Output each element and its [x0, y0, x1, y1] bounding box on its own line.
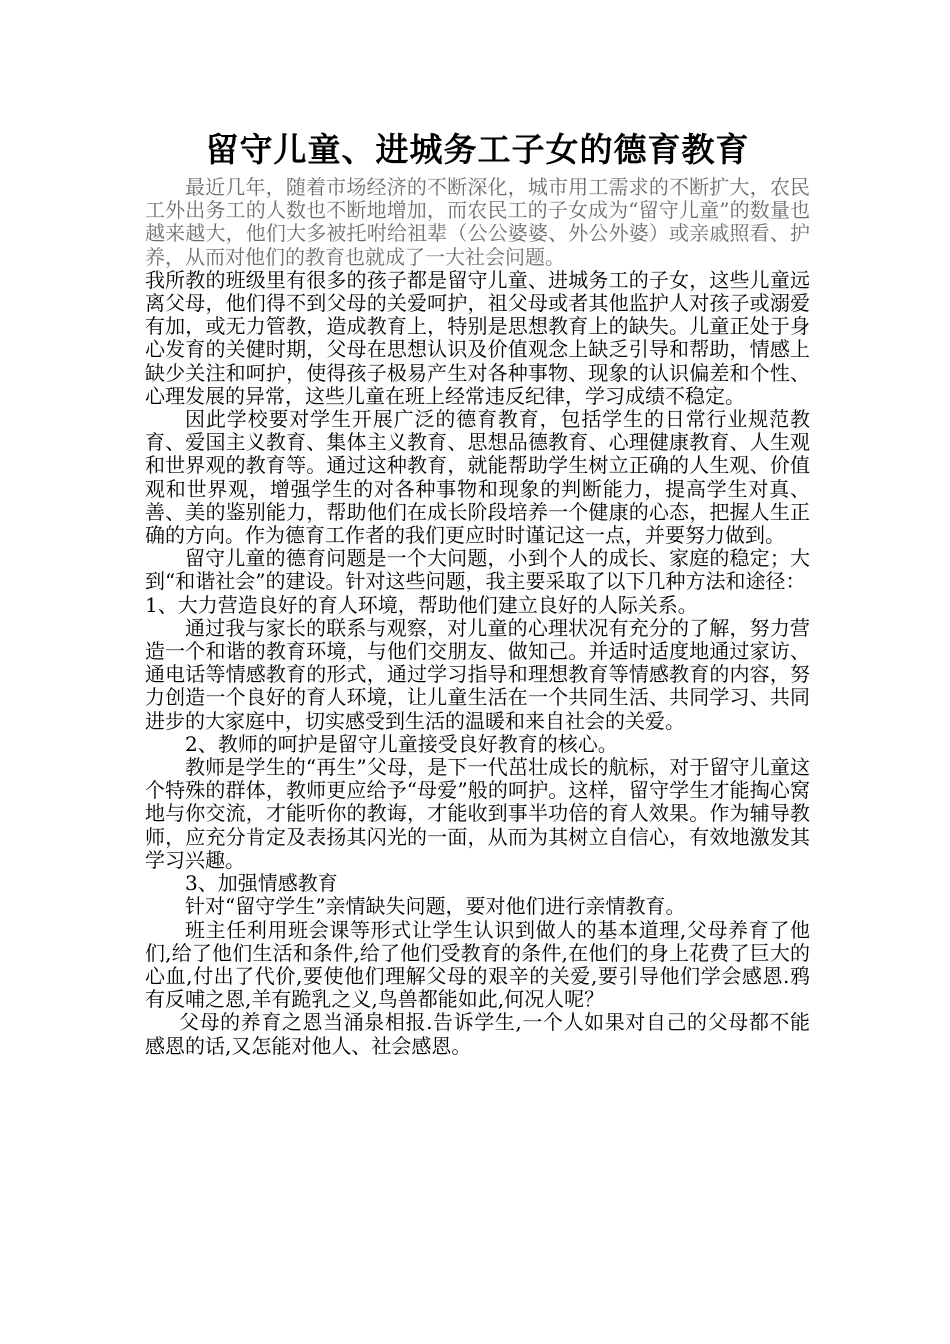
paragraph-class-situation: 我所教的班级里有很多的孩子都是留守儿童、进城务工的子女，这些儿童远离父母，他们得不到父母的关爱呵护，祖父母或者其他监护人对孩子或溺爱有加，或无力管教，造成教育上，特别是思想教育上的缺失。儿童正处于身心发育的关健时期，父母在思想认识及价值观念上缺乏引导和帮助，情感上缺少关注和呵护，使得孩子极易产生对各种事物、现象的认识偏差和个性、心理发展的异常，这些儿童在班上经常违反纪律，学习成绩不稳定。 [145, 267, 810, 408]
paragraph-teacher-care: 教师是学生的“再生”父母，是下一代茁壮成长的航标，对于留守儿童这个特殊的群体，教师更应给予“母爱”般的呵护。这样，留守学生才能掏心窝地与你交流，才能听你的教诲，才能收到事半功倍的育人效果。作为辅导教师，应充分肯定及表扬其闪光的一面，从而为其树立自信心，有效地激发其学习兴趣。 [145, 755, 810, 872]
paragraph-moral-education: 因此学校要对学生开展广泛的德育教育，包括学生的日常行业规范教育、爱国主义教育、集体主义教育、思想品德教育、心理健康教育、人生观和世界观的教育等。通过这种教育，就能帮助学生树立正确的人生观、价值观和世界观，增强学生的对各种事物和现象的判断能力，提高学生对真、善、美的鉴别能力，帮助他们在成长阶段培养一个健康的心态，把握人生正确的方向。作为德育工作者的我们更应时时谨记这一点，并要努力做到。 [145, 407, 810, 548]
document-page [145, 124, 810, 1058]
section-heading-2: 2、教师的呵护是留守儿童接受良好教育的核心。 [185, 731, 618, 756]
document-body [145, 176, 810, 1058]
paragraph-methods-intro: 留守儿童的德育问题是一个大问题，小到个人的成长、家庭的稳定；大到“和谐社会”的建设。针对这些问题，我主要采取了以下几种方法和途径： [145, 546, 810, 594]
paragraph-intro: 最近几年，随着市场经济的不断深化，城市用工需求的不断扩大，农民工外出务工的人数也不断地增加，而农民工的子女成为“留守儿童”的数量也越来越大，他们大多被托咐给祖辈（公公婆婆、外公外婆）或亲戚照看、护养，从而对他们的教育也就成了一大社会问题。 [145, 175, 810, 269]
paragraph-gratitude: 父母的养育之恩当涌泉相报.告诉学生,一个人如果对自己的父母都不能感恩的话,又怎能对他人、社会感恩。 [145, 1010, 810, 1058]
paragraph-class-meeting: 班主任利用班会课等形式让学生认识到做人的基本道理,父母养育了他们,给了他们生活和条件,给了他们受教育的条件,在他们的身上花费了巨大的心血,付出了代价,要使他们理解父母的艰辛的关爱,要引导他们学会感恩.鸦有反哺之恩,羊有跪乳之义,鸟兽都能如此,何况人呢？ [145, 917, 810, 1012]
paragraph-environment: 通过我与家长的联系与观察，对儿童的心理状况有充分的了解，努力营造一个和谐的教育环境，与他们交朋友、做知己。并适时适度地通过家访、通电话等情感教育的形式，通过学习指导和理想教育等情感教育的内容，努力创造一个良好的育人环境，让儿童生活在一个共同生活、共同学习、共同进步的大家庭中，切实感受到生活的温暖和来自社会的关爱。 [145, 615, 810, 733]
paragraph-family-affection: 针对“留守学生”亲情缺失问题，要对他们进行亲情教育。 [185, 894, 686, 919]
section-heading-3: 3、加强情感教育 [185, 871, 338, 896]
section-heading-1: 1、大力营造良好的育人环境，帮助他们建立良好的人际关系。 [145, 592, 698, 617]
document-title: 留守儿童、进城务工子女的德育教育 [205, 130, 750, 169]
